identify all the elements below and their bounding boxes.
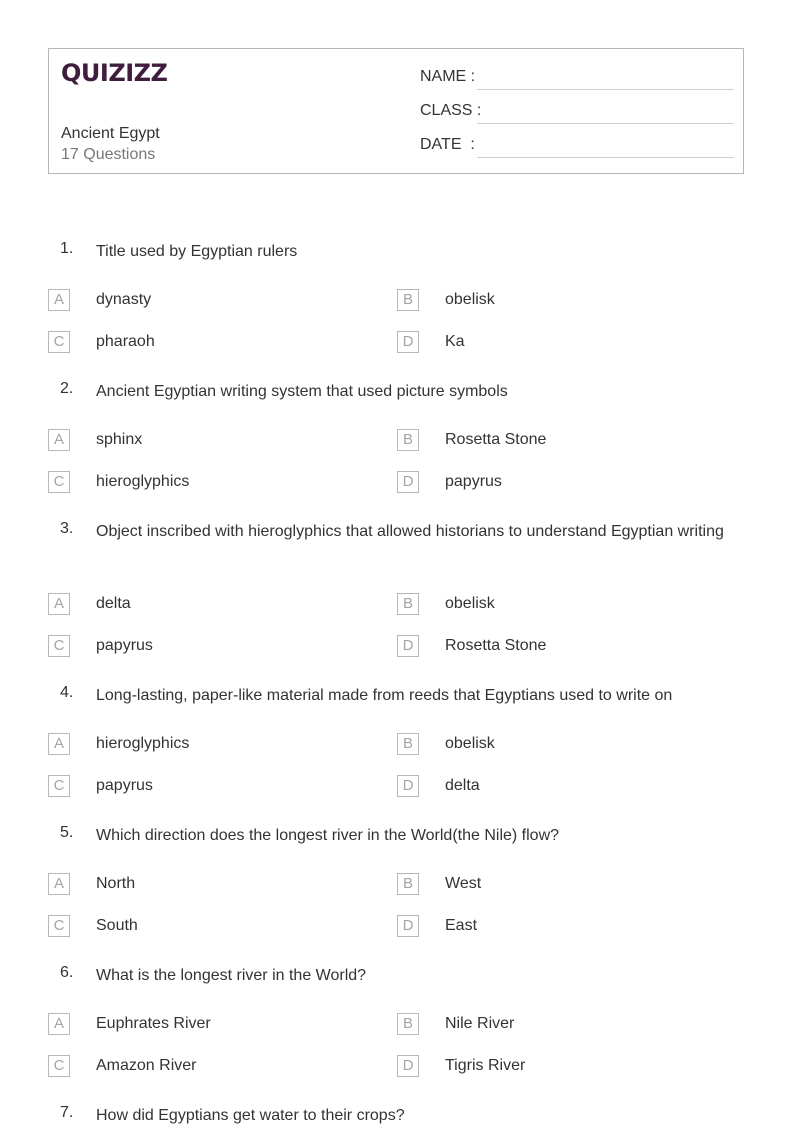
option-a[interactable] <box>48 873 348 897</box>
option-letter-box[interactable]: A <box>48 593 70 615</box>
option-letter-box[interactable]: D <box>397 471 419 493</box>
option-letter-box[interactable]: C <box>48 635 70 657</box>
option-letter-box[interactable]: A <box>48 429 70 451</box>
option-text: sphinx <box>96 431 143 448</box>
option-a[interactable] <box>48 1013 348 1037</box>
option-d[interactable] <box>397 1055 697 1079</box>
class-field[interactable] <box>420 102 734 124</box>
option-b[interactable] <box>397 873 697 897</box>
question-count: 17 Questions <box>61 146 156 163</box>
option-text: Tigris River <box>445 1057 526 1074</box>
option-letter-box[interactable]: D <box>397 915 419 937</box>
option-c[interactable] <box>48 1055 348 1079</box>
name-field[interactable] <box>420 68 734 90</box>
option-letter-box[interactable]: A <box>48 1013 70 1035</box>
option-text: hieroglyphics <box>96 473 190 490</box>
worksheet-title: Ancient Egypt <box>61 125 160 142</box>
option-d[interactable] <box>397 635 697 659</box>
question-number: 7. <box>60 1104 74 1121</box>
option-text: East <box>445 917 478 934</box>
option-d[interactable] <box>397 775 697 799</box>
option-text: delta <box>96 595 131 612</box>
option-d[interactable] <box>397 471 697 495</box>
class-label: CLASS : <box>420 102 482 119</box>
option-letter-box[interactable]: D <box>397 331 419 353</box>
question-text: Title used by Egyptian rulers <box>96 243 298 260</box>
option-text: Amazon River <box>96 1057 197 1074</box>
option-letter-box[interactable]: A <box>48 289 70 311</box>
option-b[interactable] <box>397 733 697 757</box>
option-text: dynasty <box>96 291 152 308</box>
name-line[interactable] <box>477 89 734 90</box>
option-c[interactable] <box>48 635 348 659</box>
option-text: West <box>445 875 482 892</box>
class-line[interactable] <box>477 123 734 124</box>
option-text: pharaoh <box>96 333 155 350</box>
option-text: South <box>96 917 138 934</box>
option-letter-box[interactable]: D <box>397 1055 419 1077</box>
option-b[interactable] <box>397 593 697 617</box>
option-text: obelisk <box>445 735 495 752</box>
option-letter-box[interactable]: A <box>48 733 70 755</box>
option-text: delta <box>445 777 480 794</box>
option-a[interactable] <box>48 733 348 757</box>
option-a[interactable] <box>48 429 348 453</box>
option-d[interactable] <box>397 331 697 355</box>
option-letter-box[interactable]: D <box>397 775 419 797</box>
option-letter-box[interactable]: D <box>397 635 419 657</box>
question-text: How did Egyptians get water to their crops? <box>96 1107 405 1124</box>
option-letter-box[interactable]: B <box>397 593 419 615</box>
option-d[interactable] <box>397 915 697 939</box>
question-number: 2. <box>60 380 74 397</box>
option-text: hieroglyphics <box>96 735 190 752</box>
option-c[interactable] <box>48 331 348 355</box>
option-letter-box[interactable]: A <box>48 873 70 895</box>
option-letter-box[interactable]: B <box>397 1013 419 1035</box>
option-text: Euphrates River <box>96 1015 211 1032</box>
option-text: Rosetta Stone <box>445 637 547 654</box>
question-number: 4. <box>60 684 74 701</box>
date-label: DATE : <box>420 136 475 153</box>
option-c[interactable] <box>48 775 348 799</box>
name-label: NAME : <box>420 68 476 85</box>
option-text: Ka <box>445 333 465 350</box>
option-text: North <box>96 875 136 892</box>
option-b[interactable] <box>397 1013 697 1037</box>
question-number: 6. <box>60 964 74 981</box>
worksheet-header <box>48 48 744 174</box>
question-text: Ancient Egyptian writing system that used picture symbols <box>96 383 508 400</box>
quizizz-logo: QUIZIZZ <box>61 59 168 87</box>
option-text: papyrus <box>96 777 153 794</box>
option-letter-box[interactable]: C <box>48 331 70 353</box>
question-text: Long-lasting, paper-like material made from reeds that Egyptians used to write on <box>96 687 673 704</box>
option-text: obelisk <box>445 595 495 612</box>
option-letter-box[interactable]: B <box>397 289 419 311</box>
option-letter-box[interactable]: C <box>48 471 70 493</box>
date-field[interactable] <box>420 136 734 158</box>
option-c[interactable] <box>48 471 348 495</box>
option-letter-box[interactable]: B <box>397 733 419 755</box>
question-text: What is the longest river in the World? <box>96 967 367 984</box>
option-letter-box[interactable]: C <box>48 915 70 937</box>
question-number: 5. <box>60 824 74 841</box>
date-line[interactable] <box>477 157 734 158</box>
question-number: 1. <box>60 240 74 257</box>
option-b[interactable] <box>397 289 697 313</box>
question-text: Which direction does the longest river in the World(the Nile) flow? <box>96 827 560 844</box>
option-letter-box[interactable]: C <box>48 1055 70 1077</box>
option-a[interactable] <box>48 593 348 617</box>
option-text: obelisk <box>445 291 495 308</box>
option-text: papyrus <box>96 637 153 654</box>
question-number: 3. <box>60 520 74 537</box>
option-letter-box[interactable]: C <box>48 775 70 797</box>
option-text: Nile River <box>445 1015 515 1032</box>
question-text: Object inscribed with hieroglyphics that allowed historians to understand Egyptian writing <box>96 523 724 540</box>
option-text: Rosetta Stone <box>445 431 547 448</box>
option-b[interactable] <box>397 429 697 453</box>
option-text: papyrus <box>445 473 502 490</box>
option-letter-box[interactable]: B <box>397 873 419 895</box>
option-letter-box[interactable]: B <box>397 429 419 451</box>
option-a[interactable] <box>48 289 348 313</box>
option-c[interactable] <box>48 915 348 939</box>
